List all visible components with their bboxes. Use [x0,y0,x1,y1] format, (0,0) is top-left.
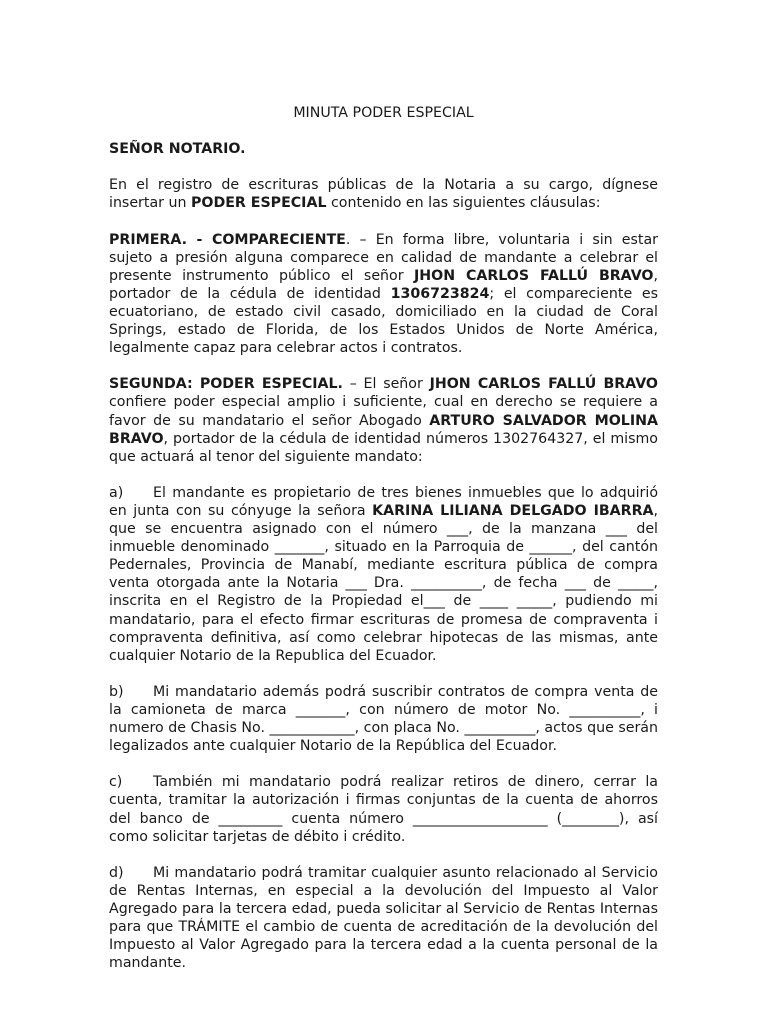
item-a-label: a) [109,484,124,501]
primera-id: 1306723824 [390,285,490,302]
item-d-label: d) [109,864,124,881]
item-d [109,864,658,973]
intro-paragraph [109,176,658,212]
item-c-label: c) [109,774,123,791]
item-a-text-2: , que se encuentra asignado con el número ___, de la manzana ___ del inmueble denominado _______, situado en la Parroquia de ______, del cantón Pedernales, Provincia de Manabí, mediante escritura pública de compra venta otorgada ante la Notaria ___ Dra. __________, de fecha ___ de _____, inscrita en el Registro de la Propiedad el___ de ____ _____, pudiendo mi mandatario, para el efecto firmar escrituras de promesa de compraventa i compraventa definitiva, así como celebrar hipotecas de las mismas, ante cualquier Notario de la Republica del Ecuador. [109,502,658,664]
document-page [109,104,658,991]
item-a-name: KARINA LILIANA DELGADO IBARRA [372,502,654,519]
item-d-text: Mi mandatario podrá tramitar cualquier asunto relacionado al Servicio de Rentas Internas, en especial a la devolución del Impuesto al Valor Agregado para la tercera edad, pueda solicitar al Servicio de Rentas Internas para que TRÁMITE el cambio de cuenta de acreditación de la devolución del Impuesto al Valor Agregado para la tercera edad a la cuenta personal de la mandante. [109,864,658,972]
greeting-text: SEÑOR NOTARIO. [109,141,246,158]
item-b [109,683,658,755]
item-a-text-1: El mandante es propietario de tres bienes inmuebles que lo adquirió en junta con su cónyuge la señora [109,484,658,519]
segunda-name-2: ARTURO SALVADOR MOLINA BRAVO [109,412,658,447]
primera-name: JHON CARLOS FALLÚ BRAVO [414,267,654,284]
segunda-name-1: JHON CARLOS FALLÚ BRAVO [429,376,658,393]
primera-text-3: ; el compareciente es ecuatoriano, de estado civil casado, domiciliado en la ciudad de Coral Springs, estado de Florida, de los Estados Unidos de Norte América, legalmente capaz para celebrar actos i contratos. [109,285,659,357]
intro-text-1: En el registro de escrituras públicas de la Notaria a su cargo, dígnese insertar un [109,177,658,212]
item-c [109,773,658,845]
segunda-text-3: , portador de la cédula de identidad números 1302764327, el mismo que actuará al tenor del siguiente mandato: [109,430,658,465]
primera-text-2: , portador de la cédula de identidad [109,267,659,302]
segunda-text-1: – El señor [342,376,430,393]
segunda-text-2: confiere poder especial amplio i suficiente, cual en derecho se requiere a favor de su mandatario el señor Abogado [109,394,658,429]
item-b-label: b) [109,683,124,700]
segunda-heading: SEGUNDA: PODER ESPECIAL. [109,376,343,393]
greeting [109,140,658,158]
clause-segunda [109,375,658,465]
intro-text-2: contenido en las siguientes cláusulas: [326,195,601,212]
primera-heading: PRIMERA. - COMPARECIENTE [109,231,346,248]
document-title: MINUTA PODER ESPECIAL [293,105,474,121]
item-c-text: También mi mandatario podrá realizar retiros de dinero, cerrar la cuenta, tramitar la autorización i firmas conjuntas de la cuenta de ahorros del banco de _________ cuenta número ___________________ (________), así como solicitar tarjetas de débito i crédito. [109,774,658,845]
intro-bold: PODER ESPECIAL [190,195,327,212]
item-b-text: Mi mandatario además podrá suscribir contratos de compra venta de la camioneta de marca _______, con número de motor No. __________, i numero de Chasis No. ____________, con placa No. __________, actos que serán legalizados ante cualquier Notario de la República del Ecuador. [109,683,658,755]
clause-primera [109,231,658,358]
primera-text-1: . – En forma libre, voluntaria i sin estar sujeto a presión alguna comparece en calidad de mandante a celebrar el presente instrumento público el señor [109,231,658,284]
item-a [109,484,658,665]
